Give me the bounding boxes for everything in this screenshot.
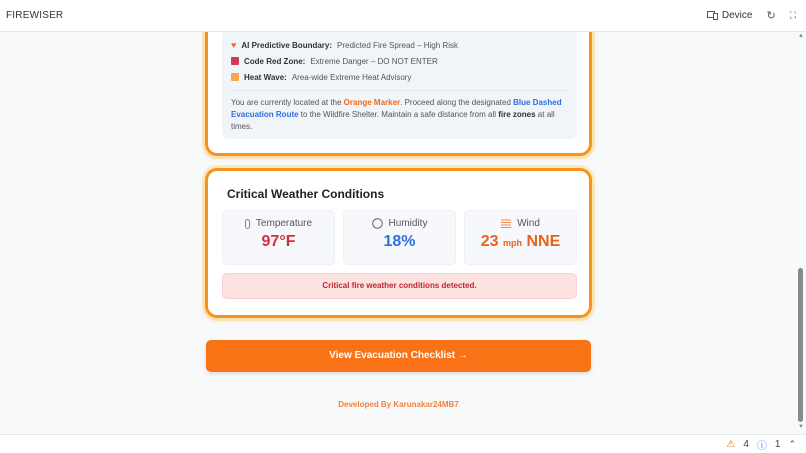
- humidity-value: 18%: [383, 233, 416, 250]
- warning-icon[interactable]: ⚠: [726, 438, 736, 450]
- fullscreen-icon[interactable]: ⛶: [789, 10, 796, 20]
- device-button[interactable]: [707, 10, 753, 21]
- chevron-up-icon[interactable]: ⌃: [788, 438, 796, 449]
- heart-icon: ♥: [231, 40, 237, 50]
- legend-item-ai-boundary: [231, 37, 568, 53]
- location-description: You are currently located at the Orange Marker. Proceed along the designated Blue Dashed Evacuation Route to the Wildfire Shelter. Maintain a safe distance from all fire zones at all times.: [231, 98, 562, 131]
- legend-label: Code Red Zone:: [244, 56, 306, 66]
- info-count[interactable]: 1: [774, 438, 781, 450]
- legend-label: Heat Wave:: [244, 72, 287, 82]
- developer-credit: Developed By Karunakar24MB7: [338, 400, 459, 409]
- orange-marker-text: Orange Marker: [343, 98, 401, 107]
- legend-item-heat-wave: [231, 69, 568, 85]
- refresh-icon[interactable]: ↻: [766, 10, 776, 22]
- scrollbar[interactable]: [796, 32, 806, 434]
- wind-icon: [501, 219, 511, 229]
- scroll-thumb[interactable]: [798, 268, 803, 422]
- weather-title: Critical Weather Conditions: [227, 187, 385, 201]
- status-bar: [0, 434, 806, 453]
- legend-box: [222, 32, 577, 139]
- blue-route-text: Blue Dashed Evacuation Route: [231, 98, 562, 119]
- stat-wind: Wind 23 mph NNE: [464, 210, 577, 265]
- wind-value: 23 mph NNE: [480, 233, 561, 250]
- device-label: Device: [721, 10, 753, 21]
- legend-item-code-red: [231, 53, 568, 69]
- scroll-down-arrow-icon[interactable]: ▼: [798, 424, 804, 430]
- thermometer-icon: [245, 219, 250, 229]
- page-viewport: [0, 32, 796, 434]
- legend-text: Extreme Danger – DO NOT ENTER: [310, 56, 438, 66]
- legend-label: AI Predictive Boundary:: [241, 40, 333, 50]
- red-square-icon: [231, 57, 239, 65]
- top-bar: [0, 0, 806, 32]
- scroll-up-arrow-icon[interactable]: ▲: [798, 33, 804, 39]
- humidity-icon: [372, 218, 383, 229]
- view-evacuation-checklist-button[interactable]: View Evacuation Checklist →: [206, 340, 591, 372]
- device-icon: [707, 11, 718, 20]
- warning-count[interactable]: 4: [743, 438, 749, 450]
- temperature-value: 97°F: [261, 233, 296, 250]
- fire-zones-text: fire zones: [498, 110, 536, 119]
- divider: [231, 90, 568, 91]
- critical-alert: Critical fire weather conditions detected.: [222, 273, 577, 299]
- legend-text: Predicted Fire Spread – High Risk: [337, 40, 458, 50]
- stat-temperature: Temperature 97°F: [222, 210, 335, 265]
- weather-card: [205, 168, 592, 318]
- orange-square-icon: [231, 73, 239, 81]
- app-title: FIREWISER: [6, 10, 64, 21]
- legend-text: Area-wide Extreme Heat Advisory: [291, 72, 412, 82]
- info-icon[interactable]: ⓘ: [756, 440, 767, 452]
- stat-humidity: Humidity 18%: [343, 210, 456, 265]
- map-legend-card: [205, 32, 592, 156]
